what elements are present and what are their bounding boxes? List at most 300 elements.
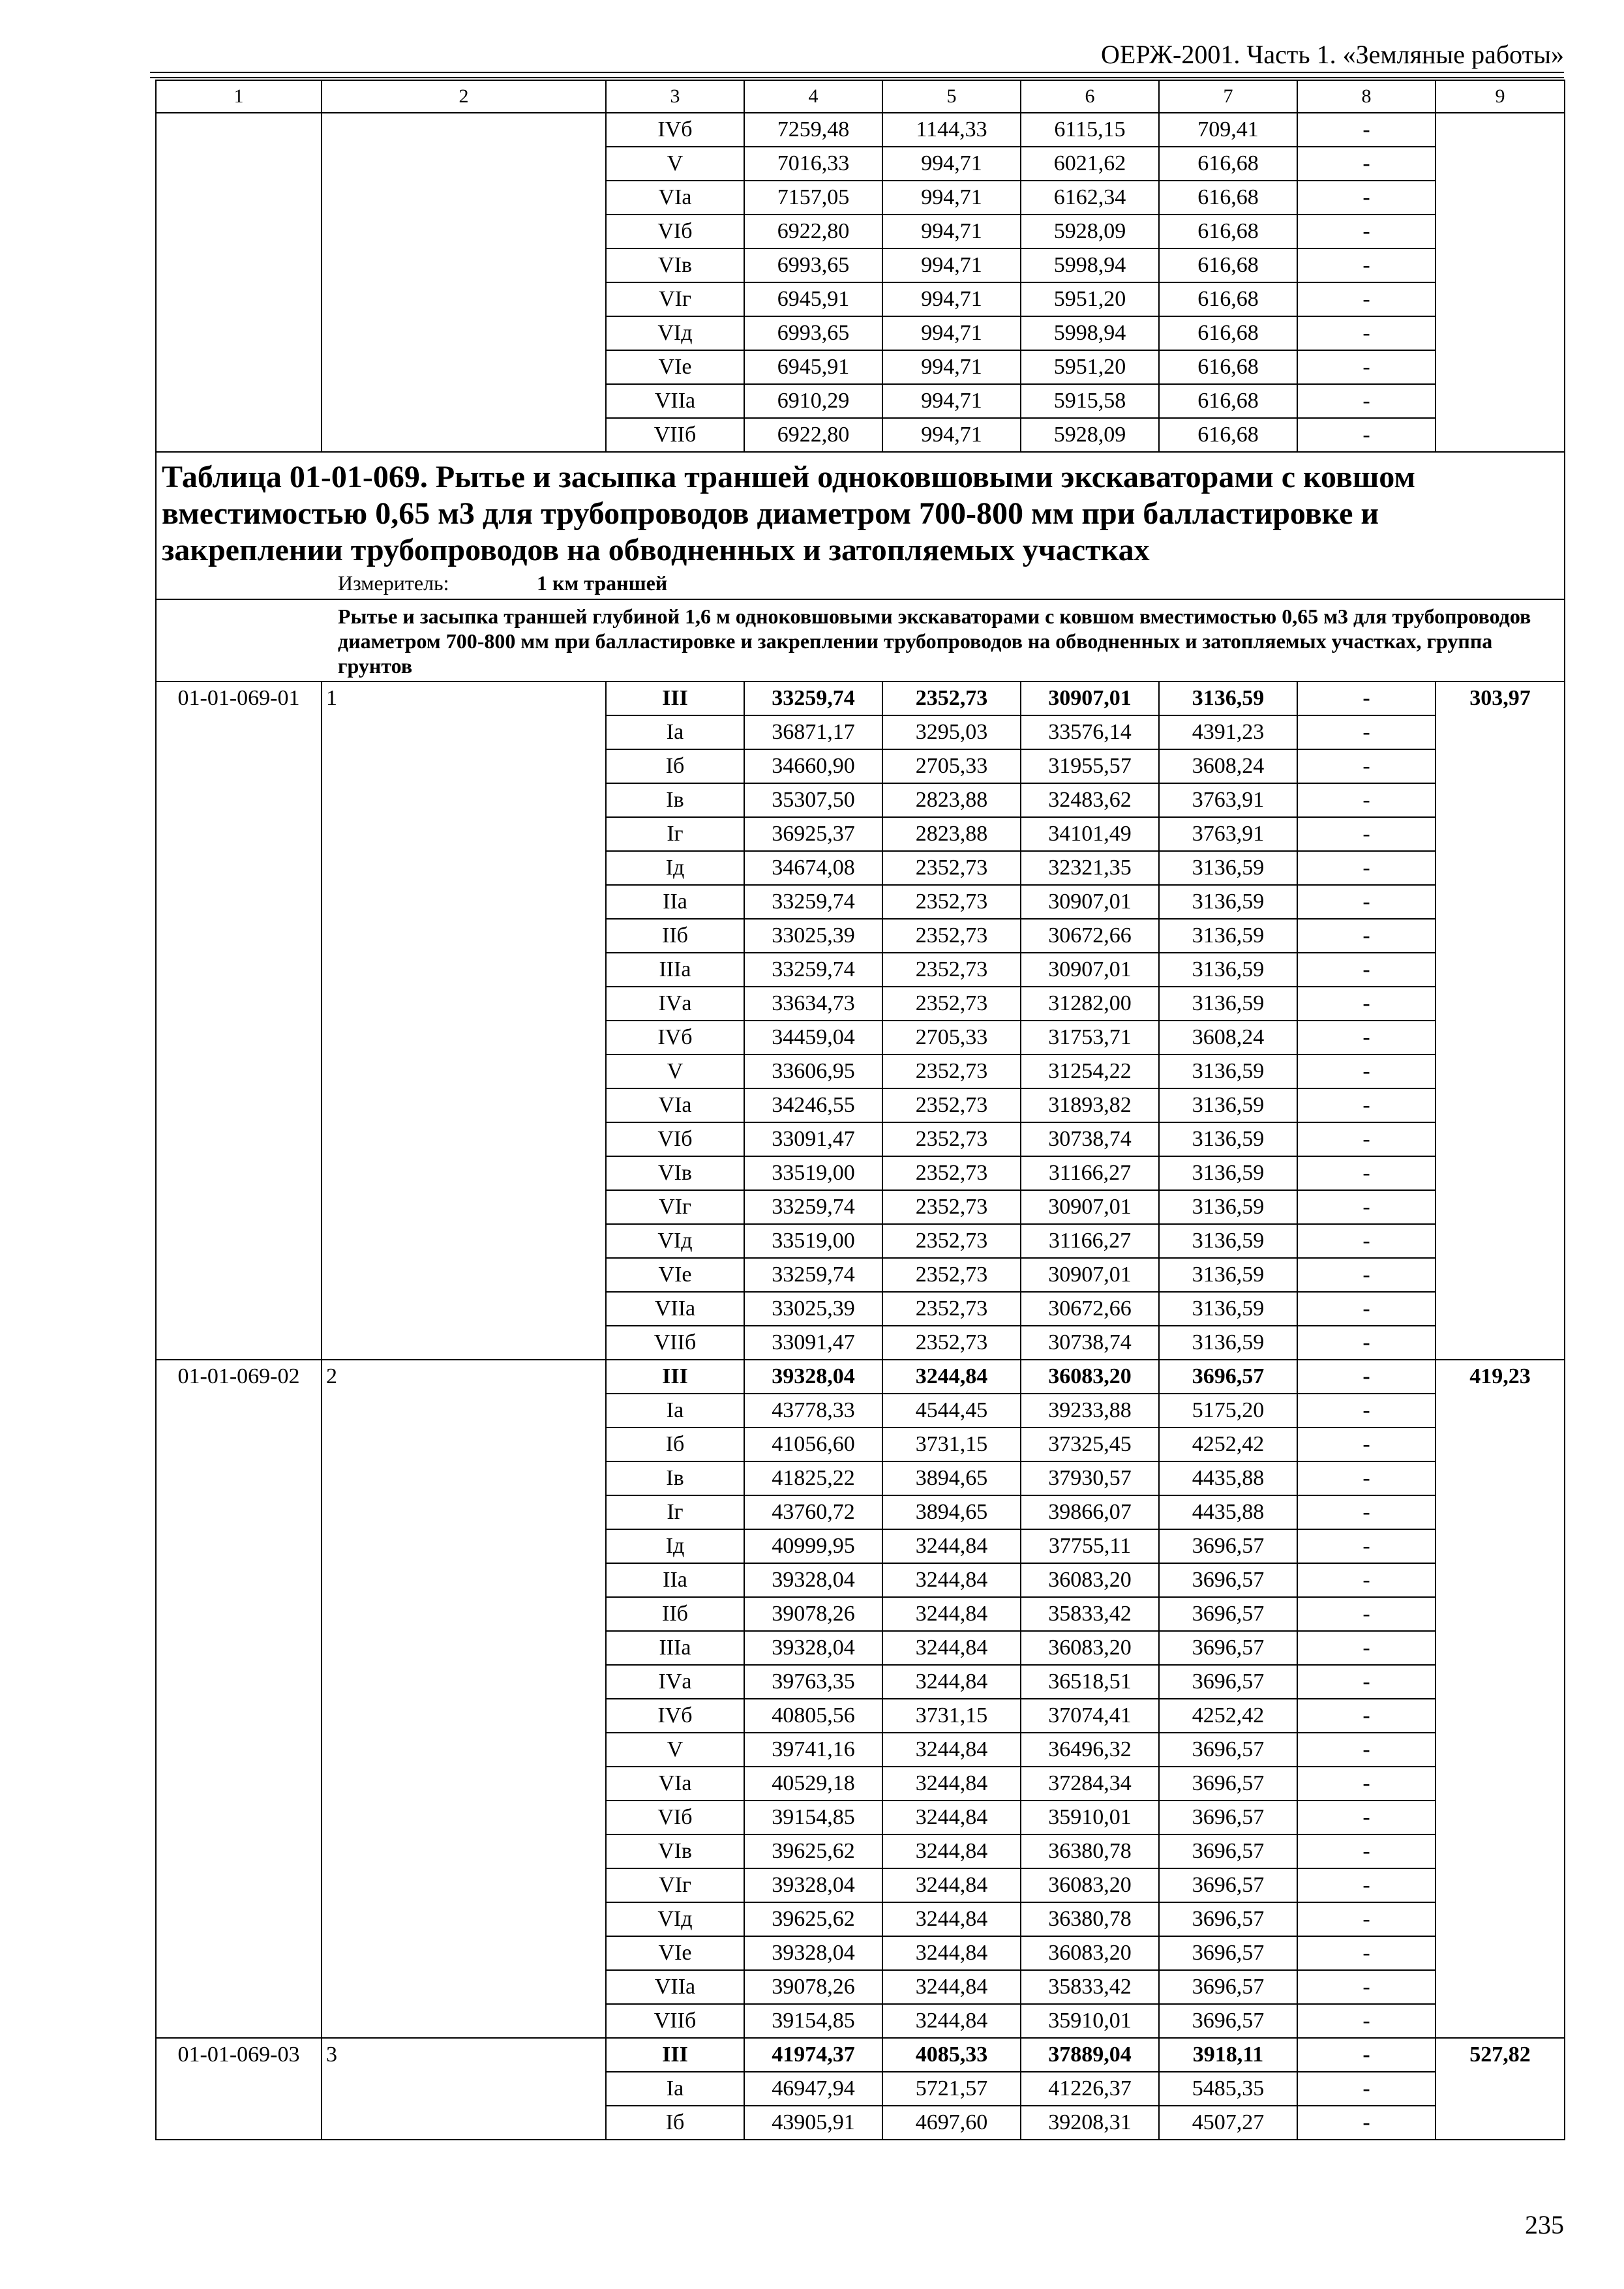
column-number-cell: 1 [156,80,322,113]
wages-cell: 994,71 [882,384,1021,418]
materials-cell: - [1297,1021,1436,1055]
machine-cost-cell: 31254,22 [1021,1055,1159,1088]
machine-cost-cell: 5951,20 [1021,350,1159,384]
total-cost-cell: 7157,05 [744,181,882,215]
machinist-wages-cell: 3696,57 [1159,1563,1297,1597]
machine-cost-cell: 37889,04 [1021,2038,1159,2072]
machinist-wages-cell: 3136,59 [1159,919,1297,953]
wages-cell: 3244,84 [882,1970,1021,2004]
total-cost-cell: 40529,18 [744,1767,882,1801]
total-cost-cell: 39763,35 [744,1665,882,1699]
soil-group-cell: VIв [606,1156,744,1190]
total-cost-cell: 6945,91 [744,350,882,384]
code-cell [156,113,322,452]
wages-cell: 2823,88 [882,783,1021,817]
machine-cost-cell: 36083,20 [1021,1360,1159,1394]
materials-cell: - [1297,1529,1436,1563]
soil-group-cell: IVб [606,1021,744,1055]
total-cost-cell: 34674,08 [744,851,882,885]
wages-cell: 2823,88 [882,817,1021,851]
rate-code-cell: 01-01-069-03 [156,2038,322,2140]
total-cost-cell: 36925,37 [744,817,882,851]
total-cost-cell: 41056,60 [744,1428,882,1461]
measure-value: 1 км траншей [537,571,668,595]
total-cost-cell: 36871,17 [744,715,882,749]
wages-cell: 3244,84 [882,2004,1021,2038]
column-number-cell: 4 [744,80,882,113]
machinist-wages-cell: 3696,57 [1159,1868,1297,1902]
materials-cell: - [1297,1767,1436,1801]
machinist-wages-cell: 3696,57 [1159,1970,1297,2004]
wages-cell: 994,71 [882,147,1021,181]
column-number-cell: 2 [322,80,606,113]
materials-cell: - [1297,350,1436,384]
wages-cell: 2352,73 [882,1088,1021,1122]
machine-cost-cell: 5998,94 [1021,248,1159,282]
machinist-wages-cell: 3696,57 [1159,1529,1297,1563]
machinist-wages-cell: 3696,57 [1159,2004,1297,2038]
total-cost-cell: 39328,04 [744,1563,882,1597]
machine-cost-cell: 31955,57 [1021,749,1159,783]
total-cost-cell: 39154,85 [744,1801,882,1834]
materials-cell: - [1297,1156,1436,1190]
soil-group-cell: VIг [606,282,744,316]
materials-cell: - [1297,1801,1436,1834]
soil-group-cell: IIа [606,885,744,919]
materials-cell: - [1297,817,1436,851]
machinist-wages-cell: 3136,59 [1159,681,1297,715]
materials-cell: - [1297,384,1436,418]
machine-cost-cell: 31282,00 [1021,987,1159,1021]
materials-cell: - [1297,418,1436,452]
machine-cost-cell: 35910,01 [1021,2004,1159,2038]
measure-line [338,570,1559,596]
soil-group-cell: VIб [606,1801,744,1834]
column-number-cell: 5 [882,80,1021,113]
materials-cell: - [1297,113,1436,147]
machine-cost-cell: 39208,31 [1021,2106,1159,2140]
machine-cost-cell: 33576,14 [1021,715,1159,749]
machinist-wages-cell: 616,68 [1159,384,1297,418]
total-cost-cell: 39328,04 [744,1360,882,1394]
materials-cell: - [1297,1868,1436,1902]
machinist-wages-cell: 3136,59 [1159,1190,1297,1224]
table-row [156,1360,1565,1394]
machinist-wages-cell: 3696,57 [1159,1936,1297,1970]
soil-group-cell: VIIб [606,1326,744,1360]
column-number-cell: 8 [1297,80,1436,113]
machinist-wages-cell: 3136,59 [1159,1292,1297,1326]
total-cost-cell: 39154,85 [744,2004,882,2038]
soil-group-cell: VIв [606,1834,744,1868]
column-number-cell: 9 [1436,80,1565,113]
wages-cell: 3244,84 [882,1733,1021,1767]
total-cost-cell: 33519,00 [744,1224,882,1258]
total-cost-cell: 34246,55 [744,1088,882,1122]
soil-group-cell: Iв [606,783,744,817]
machinist-wages-cell: 3608,24 [1159,749,1297,783]
machinist-wages-cell: 3696,57 [1159,1902,1297,1936]
machinist-wages-cell: 3136,59 [1159,885,1297,919]
wages-cell: 4085,33 [882,2038,1021,2072]
machinist-wages-cell: 3136,59 [1159,1326,1297,1360]
soil-group-cell: IIа [606,1563,744,1597]
wages-cell: 2352,73 [882,1326,1021,1360]
soil-group-cell: V [606,1733,744,1767]
materials-cell: - [1297,1597,1436,1631]
machinist-wages-cell: 616,68 [1159,248,1297,282]
machinist-wages-cell: 3136,59 [1159,1122,1297,1156]
materials-cell: - [1297,1461,1436,1495]
total-cost-cell: 6945,91 [744,282,882,316]
machinist-wages-cell: 3136,59 [1159,987,1297,1021]
table-row [156,2038,1565,2072]
table-description-cell [156,599,1565,681]
total-cost-cell: 7016,33 [744,147,882,181]
machine-cost-cell: 5951,20 [1021,282,1159,316]
rate-code-cell: 01-01-069-02 [156,1360,322,2038]
soil-group-cell: VIа [606,181,744,215]
materials-cell: - [1297,681,1436,715]
machinist-wages-cell: 3763,91 [1159,783,1297,817]
header-rule [150,72,1564,78]
materials-cell: - [1297,316,1436,350]
materials-cell: - [1297,1326,1436,1360]
soil-group-cell: V [606,147,744,181]
machine-cost-cell: 37284,34 [1021,1767,1159,1801]
wages-cell: 2352,73 [882,1258,1021,1292]
rate-code-cell: 01-01-069-01 [156,681,322,1360]
soil-group-cell: IIб [606,1597,744,1631]
machine-cost-cell: 5998,94 [1021,316,1159,350]
machine-cost-cell: 36380,78 [1021,1834,1159,1868]
machine-cost-cell: 32483,62 [1021,783,1159,817]
machinist-wages-cell: 3136,59 [1159,1224,1297,1258]
materials-cell: - [1297,1631,1436,1665]
total-cost-cell: 33025,39 [744,919,882,953]
column-number-cell: 3 [606,80,744,113]
machinist-wages-cell: 3136,59 [1159,851,1297,885]
machine-cost-cell: 30907,01 [1021,953,1159,987]
machine-cost-cell: 5928,09 [1021,215,1159,248]
materials-cell: - [1297,1394,1436,1428]
machine-cost-cell: 36083,20 [1021,1936,1159,1970]
total-cost-cell: 6922,80 [744,215,882,248]
wages-cell: 2352,73 [882,1292,1021,1326]
soil-group-cell: IVб [606,113,744,147]
soil-group-cell: Iг [606,817,744,851]
soil-group-cell: VIе [606,1258,744,1292]
table-body [156,80,1565,2140]
column-number-row [156,80,1565,113]
machine-cost-cell: 39866,07 [1021,1495,1159,1529]
soil-group-cell: VIIа [606,384,744,418]
machinist-wages-cell: 616,68 [1159,418,1297,452]
soil-group-cell: VIд [606,316,744,350]
materials-cell: - [1297,1055,1436,1088]
soil-group-cell: V [606,1055,744,1088]
materials-cell: - [1297,987,1436,1021]
soil-group-cell: VIа [606,1088,744,1122]
total-cost-cell: 33259,74 [744,1258,882,1292]
total-cost-cell: 33606,95 [744,1055,882,1088]
wages-cell: 2352,73 [882,1224,1021,1258]
soil-group-cell: IIIа [606,1631,744,1665]
total-cost-cell: 41974,37 [744,2038,882,2072]
machinist-wages-cell: 3763,91 [1159,817,1297,851]
materials-cell: - [1297,1224,1436,1258]
wages-cell: 2352,73 [882,885,1021,919]
machine-cost-cell: 5928,09 [1021,418,1159,452]
soil-group-cell: VIд [606,1902,744,1936]
machine-cost-cell: 32321,35 [1021,851,1159,885]
total-cost-cell: 33259,74 [744,681,882,715]
wages-cell: 2352,73 [882,851,1021,885]
materials-cell: - [1297,919,1436,953]
total-cost-cell: 40999,95 [744,1529,882,1563]
total-cost-cell: 34660,90 [744,749,882,783]
total-cost-cell: 33519,00 [744,1156,882,1190]
total-cost-cell: 39741,16 [744,1733,882,1767]
wages-cell: 2352,73 [882,953,1021,987]
wages-cell: 2352,73 [882,681,1021,715]
machine-cost-cell: 6115,15 [1021,113,1159,147]
machine-cost-cell: 31753,71 [1021,1021,1159,1055]
machine-cost-cell: 5915,58 [1021,384,1159,418]
materials-cell: - [1297,147,1436,181]
machine-cost-cell: 36083,20 [1021,1563,1159,1597]
wages-cell: 994,71 [882,350,1021,384]
labor-cost-cell: 303,97 [1436,681,1565,1360]
table-row [156,113,1565,147]
machinist-wages-cell: 3136,59 [1159,953,1297,987]
machine-cost-cell: 30738,74 [1021,1122,1159,1156]
wages-cell: 3295,03 [882,715,1021,749]
wages-cell: 994,71 [882,316,1021,350]
machine-cost-cell: 30907,01 [1021,1258,1159,1292]
machine-cost-cell: 36380,78 [1021,1902,1159,1936]
soil-group-cell: IIIа [606,953,744,987]
labor-cost-cell: 419,23 [1436,1360,1565,2038]
materials-cell: - [1297,2106,1436,2140]
materials-cell: - [1297,1190,1436,1224]
machinist-wages-cell: 4435,88 [1159,1461,1297,1495]
materials-cell: - [1297,1936,1436,1970]
materials-cell: - [1297,2038,1436,2072]
wages-cell: 4697,60 [882,2106,1021,2140]
soil-group-cell: Iв [606,1461,744,1495]
wages-cell: 3244,84 [882,1529,1021,1563]
materials-cell: - [1297,248,1436,282]
rate-index-cell: 2 [322,1360,606,2038]
wages-cell: 3731,15 [882,1699,1021,1733]
machinist-wages-cell: 3696,57 [1159,1665,1297,1699]
materials-cell: - [1297,1292,1436,1326]
total-cost-cell: 46947,94 [744,2072,882,2106]
machine-cost-cell: 31166,27 [1021,1156,1159,1190]
wages-cell: 1144,33 [882,113,1021,147]
rates-table [155,80,1565,2140]
machine-cost-cell: 39233,88 [1021,1394,1159,1428]
machinist-wages-cell: 4391,23 [1159,715,1297,749]
machine-cost-cell: 30907,01 [1021,885,1159,919]
table-description-row [156,599,1565,681]
total-cost-cell: 39328,04 [744,1631,882,1665]
wages-cell: 4544,45 [882,1394,1021,1428]
machine-cost-cell: 30738,74 [1021,1326,1159,1360]
wages-cell: 3731,15 [882,1428,1021,1461]
wages-cell: 3244,84 [882,1902,1021,1936]
machine-cost-cell: 37325,45 [1021,1428,1159,1461]
machinist-wages-cell: 3696,57 [1159,1834,1297,1868]
soil-group-cell: IVа [606,1665,744,1699]
machinist-wages-cell: 616,68 [1159,282,1297,316]
machine-cost-cell: 36083,20 [1021,1631,1159,1665]
materials-cell: - [1297,215,1436,248]
table-title-row [156,452,1565,599]
materials-cell: - [1297,1834,1436,1868]
total-cost-cell: 33259,74 [744,1190,882,1224]
soil-group-cell: IVб [606,1699,744,1733]
wages-cell: 2352,73 [882,1055,1021,1088]
machinist-wages-cell: 4507,27 [1159,2106,1297,2140]
wages-cell: 3244,84 [882,1563,1021,1597]
soil-group-cell: VIе [606,350,744,384]
machinist-wages-cell: 5485,35 [1159,2072,1297,2106]
machine-cost-cell: 41226,37 [1021,2072,1159,2106]
materials-cell: - [1297,1970,1436,2004]
machinist-wages-cell: 3136,59 [1159,1156,1297,1190]
materials-cell: - [1297,2072,1436,2106]
soil-group-cell: VIIа [606,1292,744,1326]
total-cost-cell: 39078,26 [744,1970,882,2004]
soil-group-cell: Iа [606,1394,744,1428]
machinist-wages-cell: 616,68 [1159,147,1297,181]
machine-cost-cell: 35833,42 [1021,1970,1159,2004]
total-cost-cell: 33091,47 [744,1326,882,1360]
materials-cell: - [1297,783,1436,817]
wages-cell: 3244,84 [882,1801,1021,1834]
machine-cost-cell: 34101,49 [1021,817,1159,851]
wages-cell: 3244,84 [882,1868,1021,1902]
wages-cell: 3244,84 [882,1631,1021,1665]
machinist-wages-cell: 5175,20 [1159,1394,1297,1428]
total-cost-cell: 39328,04 [744,1936,882,1970]
machine-cost-cell: 6021,62 [1021,147,1159,181]
materials-cell: - [1297,1699,1436,1733]
total-cost-cell: 33091,47 [744,1122,882,1156]
soil-group-cell: VIд [606,1224,744,1258]
machinist-wages-cell: 3696,57 [1159,1801,1297,1834]
materials-cell: - [1297,1495,1436,1529]
wages-cell: 3244,84 [882,1936,1021,1970]
materials-cell: - [1297,749,1436,783]
machinist-wages-cell: 616,68 [1159,215,1297,248]
wages-cell: 3244,84 [882,1834,1021,1868]
machinist-wages-cell: 4252,42 [1159,1699,1297,1733]
total-cost-cell: 40805,56 [744,1699,882,1733]
table-row [156,681,1565,715]
total-cost-cell: 39078,26 [744,1597,882,1631]
column-number-cell: 6 [1021,80,1159,113]
total-cost-cell: 43778,33 [744,1394,882,1428]
soil-group-cell: Iб [606,1428,744,1461]
materials-cell: - [1297,1122,1436,1156]
total-cost-cell: 39625,62 [744,1902,882,1936]
rate-index-cell: 1 [322,681,606,1360]
machine-cost-cell: 31166,27 [1021,1224,1159,1258]
machinist-wages-cell: 4252,42 [1159,1428,1297,1461]
total-cost-cell: 33634,73 [744,987,882,1021]
materials-cell: - [1297,1563,1436,1597]
materials-cell: - [1297,885,1436,919]
machinist-wages-cell: 616,68 [1159,181,1297,215]
wages-cell: 994,71 [882,418,1021,452]
column-number-cell: 7 [1159,80,1297,113]
soil-group-cell: VIб [606,1122,744,1156]
wages-cell: 3244,84 [882,1360,1021,1394]
soil-group-cell: VIIа [606,1970,744,2004]
materials-cell: - [1297,2004,1436,2038]
total-cost-cell: 6993,65 [744,248,882,282]
machinist-wages-cell: 616,68 [1159,350,1297,384]
wages-cell: 994,71 [882,282,1021,316]
soil-group-cell: Iб [606,2106,744,2140]
result-cell [1436,113,1565,452]
total-cost-cell: 6922,80 [744,418,882,452]
wages-cell: 2352,73 [882,919,1021,953]
page-number: 235 [1525,2210,1564,2239]
total-cost-cell: 33025,39 [744,1292,882,1326]
machinist-wages-cell: 3696,57 [1159,1360,1297,1394]
running-header: ОЕРЖ-2001. Часть 1. «Земляные работы» [1101,40,1564,69]
soil-group-cell: IIб [606,919,744,953]
total-cost-cell: 35307,50 [744,783,882,817]
soil-group-cell: Iа [606,715,744,749]
materials-cell: - [1297,181,1436,215]
measure-label: Измеритель: [338,571,449,595]
wages-cell: 994,71 [882,181,1021,215]
machinist-wages-cell: 4435,88 [1159,1495,1297,1529]
wages-cell: 3244,84 [882,1665,1021,1699]
wages-cell: 994,71 [882,215,1021,248]
machinist-wages-cell: 709,41 [1159,113,1297,147]
total-cost-cell: 41825,22 [744,1461,882,1495]
machine-cost-cell: 37755,11 [1021,1529,1159,1563]
soil-group-cell: Iд [606,851,744,885]
wages-cell: 2352,73 [882,1190,1021,1224]
total-cost-cell: 7259,48 [744,113,882,147]
soil-group-cell: VIа [606,1767,744,1801]
machine-cost-cell: 36496,32 [1021,1733,1159,1767]
soil-group-cell: IVа [606,987,744,1021]
machinist-wages-cell: 3918,11 [1159,2038,1297,2072]
labor-cost-cell: 527,82 [1436,2038,1565,2140]
total-cost-cell: 39328,04 [744,1868,882,1902]
wages-cell: 3894,65 [882,1495,1021,1529]
materials-cell: - [1297,953,1436,987]
machinist-wages-cell: 3608,24 [1159,1021,1297,1055]
machine-cost-cell: 36083,20 [1021,1868,1159,1902]
soil-group-cell: III [606,1360,744,1394]
machine-cost-cell: 35910,01 [1021,1801,1159,1834]
machine-cost-cell: 30672,66 [1021,919,1159,953]
soil-group-cell: VIг [606,1190,744,1224]
total-cost-cell: 39625,62 [744,1834,882,1868]
machine-cost-cell: 35833,42 [1021,1597,1159,1631]
soil-group-cell: VIв [606,248,744,282]
machine-cost-cell: 37074,41 [1021,1699,1159,1733]
